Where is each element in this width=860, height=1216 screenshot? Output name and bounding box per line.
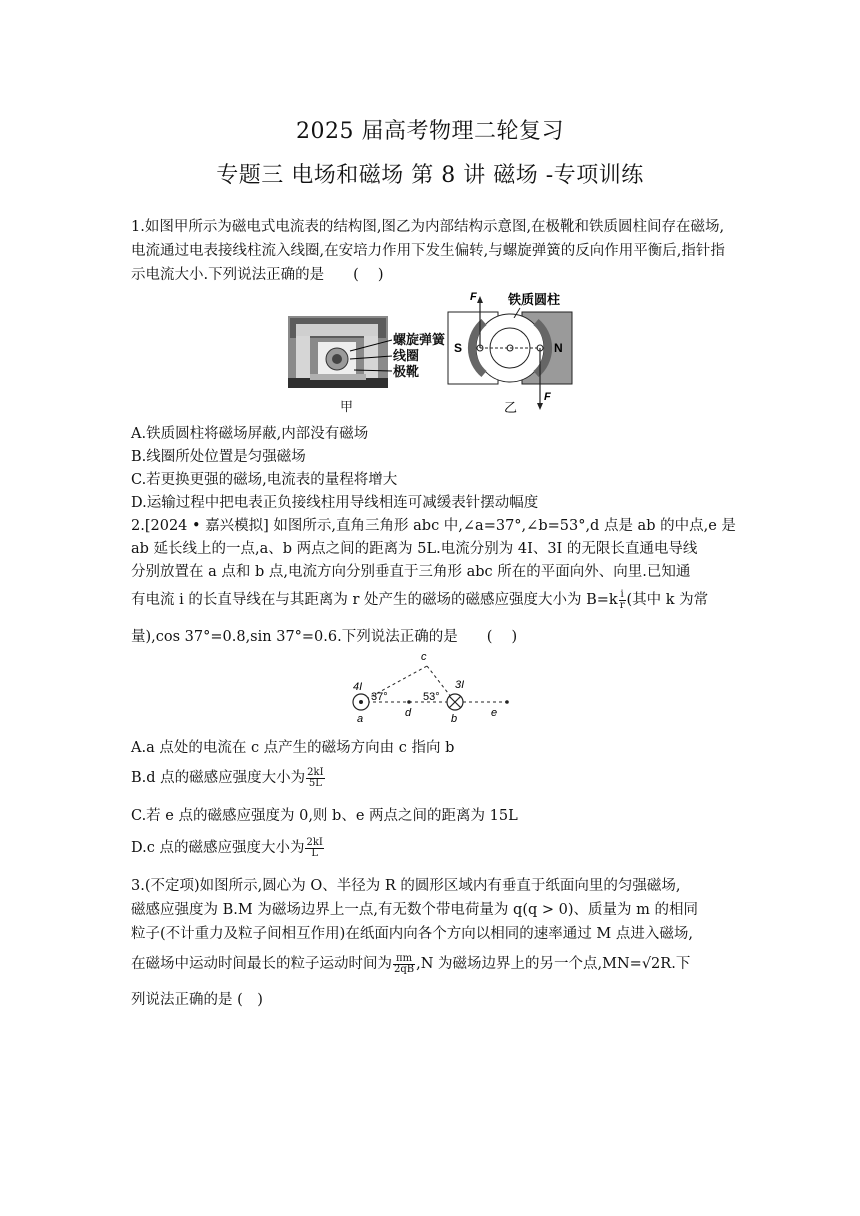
frac-num: i — [620, 588, 624, 600]
q3-line-4 — [131, 952, 690, 975]
frac-num: πm — [393, 954, 415, 965]
label-spring: 螺旋弹簧 — [393, 332, 446, 347]
q2-line-4-post: (其中 k 为常 — [626, 592, 709, 608]
q2-option-b — [131, 766, 326, 789]
q2-option-c: C.若 e 点的磁感应强度为 0,则 b、e 两点之间的距离为 15L — [131, 808, 518, 824]
q3-line-4-pre: 在磁场中运动时间最长的粒子运动时间为 — [131, 956, 392, 972]
label-F-bottom: F — [544, 391, 551, 403]
frac-den: 2qB — [394, 963, 415, 975]
formula-i-over-r — [619, 590, 626, 611]
frac-num: 2kI — [306, 836, 323, 848]
q1-stem: 1.如图甲所示为磁电式电流表的结构图,图乙为内部结构示意图,在极靴和铁质圆柱间存在磁场,电流通过电表接线柱流入线圈,在安培力作用下发生偏转,与螺旋弹簧的反向作用平衡后,指针指示电流大小.下列说法正确的是 ( ) — [131, 219, 725, 283]
q2-option-a: A.a 点处的电流在 c 点产生的磁场方向由 c 指向 b — [131, 740, 455, 756]
document-subtitle: 专题三 电场和磁场 第 8 讲 磁场 -专项训练 — [216, 163, 644, 188]
q3-line-3: 粒子(不计重力及粒子间相互作用)在纸面内向各个方向以相同的速率通过 M 点进入磁场, — [131, 926, 693, 942]
q1-figure-jia — [288, 316, 454, 416]
q1-option-c: C.若更换更强的磁场,电流表的量程将增大 — [131, 472, 398, 488]
q3-line-4-post: ,N 为磁场边界上的另一个点,MN=√2R.下 — [416, 956, 691, 972]
frac-den: 5L — [308, 777, 322, 789]
label-F-top: F — [470, 291, 477, 303]
label-b: b — [451, 713, 458, 724]
q2-line-5: 量),cos 37°=0.8,sin 37°=0.6.下列说法正确的是 ( ) — [131, 629, 518, 645]
q2-option-d-text: D.c 点的磁感应强度大小为 — [131, 840, 305, 856]
label-c: c — [421, 651, 427, 663]
label-angle-a: 37° — [371, 691, 388, 703]
label-angle-b: 53° — [423, 691, 440, 703]
q3-line-1: 3.(不定项)如图所示,圆心为 O、半径为 R 的圆形区域内有垂直于纸面向里的匀强磁场, — [131, 878, 681, 894]
label-coil: 线圈 — [393, 348, 420, 363]
q1-figure-cylinder-label — [500, 288, 590, 318]
frac-den: L — [311, 847, 318, 859]
q2-line-4 — [131, 588, 708, 611]
label-a: a — [357, 713, 364, 724]
q2-option-b-text: B.d 点的磁感应强度大小为 — [131, 770, 306, 786]
formula-2kI-over-5L — [306, 768, 324, 789]
label-4I: 4I — [353, 681, 363, 693]
document-title: 2025 届高考物理二轮复习 — [296, 119, 564, 144]
q1-option-b: B.线圈所处位置是匀强磁场 — [131, 449, 306, 465]
label-yi: 乙 — [504, 400, 518, 415]
q2-figure-triangle — [345, 648, 525, 724]
label-N: N — [554, 341, 563, 355]
q2-line-3: 分别放置在 a 点和 b 点,电流方向分别垂直于三角形 abc 所在的平面向外、向里.已知通 — [131, 564, 691, 580]
label-d: d — [405, 707, 412, 719]
q2-line-1: 2.[2024 • 嘉兴模拟] 如图所示,直角三角形 abc 中,∠a=37°,∠b=53°,d 点是 ab 的中点,e 是 — [131, 518, 736, 534]
q1-option-a: A.铁质圆柱将磁场屏蔽,内部没有磁场 — [131, 426, 369, 442]
frac-num: 2kI — [307, 766, 324, 778]
formula-2kI-over-L — [305, 838, 323, 859]
label-S: S — [454, 341, 463, 355]
label-cylinder: 铁质圆柱 — [508, 292, 561, 307]
q2-line-4-pre: 有电流 i 的长直导线在与其距离为 r 处产生的磁场的磁感应强度大小为 B=k — [131, 592, 618, 608]
label-e: e — [491, 707, 498, 719]
q2-option-d — [131, 836, 325, 859]
q3-line-5: 列说法正确的是 ( ) — [131, 992, 263, 1008]
frac-den: r — [619, 599, 625, 611]
label-jia: 甲 — [340, 399, 354, 414]
label-pole: 极靴 — [393, 364, 420, 379]
q2-line-2: ab 延长线上的一点,a、b 两点之间的距离为 5L.电流分别为 4I、3I 的无限长直通电导线 — [131, 541, 698, 557]
formula-pim-over-2qB — [393, 954, 415, 975]
q3-line-2: 磁感应强度为 B.M 为磁场边界上一点,有无数个带电荷量为 q(q > 0)、质量为 m 的相同 — [131, 902, 698, 918]
label-3I: 3I — [455, 679, 465, 691]
q1-option-d: D.运输过程中把电表正负接线柱用导线相连可减缓表针摆动幅度 — [131, 495, 539, 511]
